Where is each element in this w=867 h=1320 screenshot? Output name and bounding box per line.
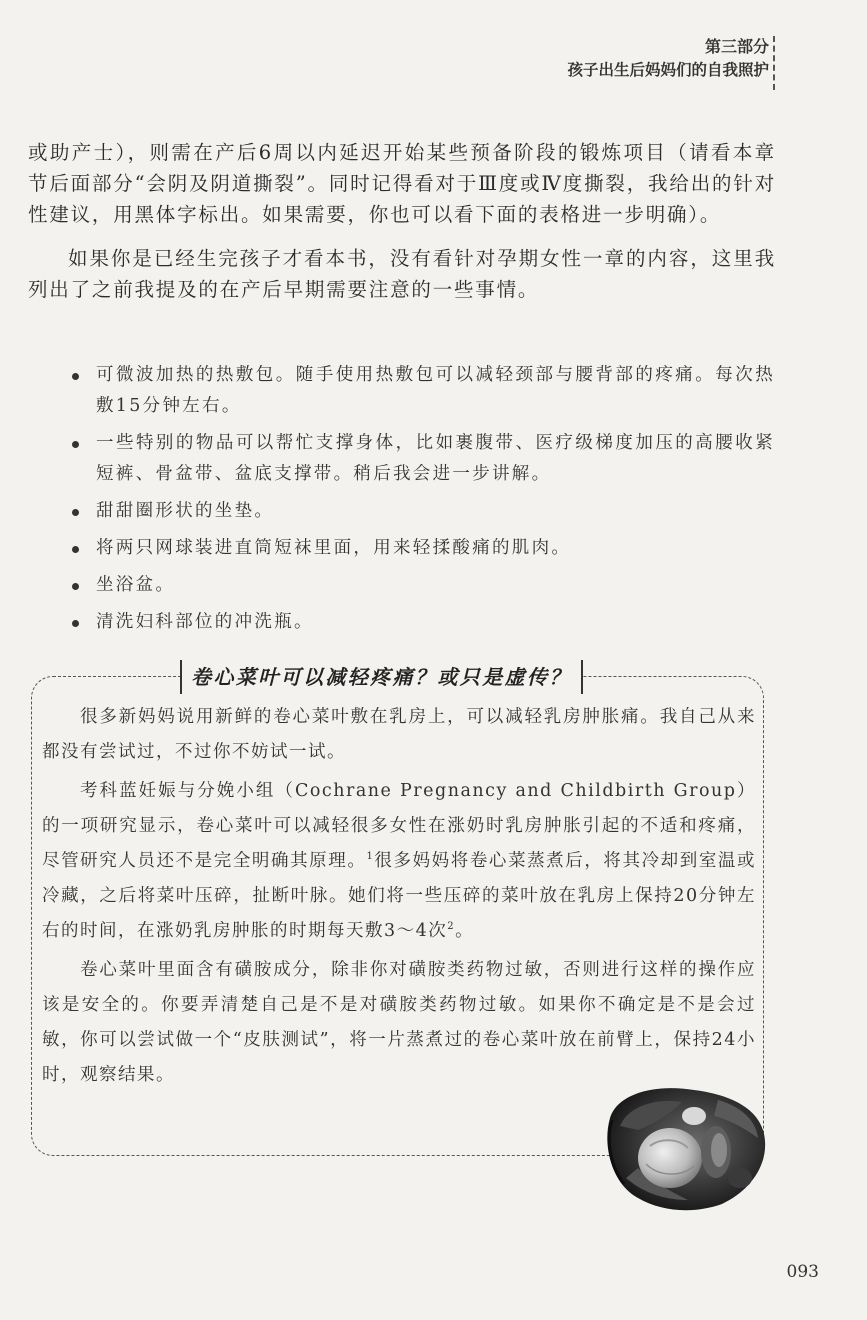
bullet-dot-icon [72,373,79,380]
bullet-item: 将两只网球装进直筒短袜里面，用来轻揉酸痛的肌肉。 [70,533,775,564]
page-number: 093 [786,1262,819,1282]
footnote-ref: 1 [366,851,375,863]
bullet-item: 可微波加热的热敷包。随手使用热敷包可以减轻颈部与腰背部的疼痛。每次热敷15分钟左右。 [70,360,775,422]
header-part: 第三部分 [704,37,769,56]
bullet-dot-icon [72,583,79,590]
bullet-dot-icon [72,620,79,627]
bullet-item: 清洗妇科部位的冲洗瓶。 [70,607,775,638]
footnote-ref: 2 [447,921,456,933]
bullet-item: 一些特别的物品可以帮忙支撑身体，比如裹腹带、医疗级梯度加压的高腰收紧短裤、骨盆带、盆底支撑带。稍后我会进一步讲解。 [70,428,775,490]
sidebar-text [42,700,756,1097]
bullet-dot-icon [72,546,79,553]
bullet-item: 坐浴盆。 [70,570,775,601]
bullet-dot-icon [72,509,79,516]
bullet-list [70,360,775,644]
bullet-item: 甜甜圈形状的坐垫。 [70,496,775,527]
sidebar-title: 卷心菜叶可以减轻疼痛？或只是虚传？ [180,660,583,694]
sidebar-paragraph-3: 卷心菜叶里面含有磺胺成分，除非你对磺胺类药物过敏，否则进行这样的操作应该是安全的。你要弄清楚自己是不是对磺胺类药物过敏。如果你不确定是不是会过敏，你可以尝试做一个“皮肤测试”，将一片蒸煮过的卷心菜叶放在前臂上，保持24小时，观察结果。 [42,960,756,1085]
paragraph-1: 或助产士），则需在产后6周以内延迟开始某些预备阶段的锻炼项目（请看本章节后面部分“会阴及阴道撕裂”。同时记得看对于Ⅲ度或Ⅳ度撕裂，我给出的针对性建议，用黑体字标出。如果需要，你也可以看下面的表格进一步明确）。 [28,141,776,226]
running-header [567,36,769,82]
main-text [28,137,776,305]
header-divider [773,36,775,90]
cabbage-illustration [598,1080,770,1215]
header-subtitle: 孩子出生后妈妈们的自我照护 [567,61,769,79]
sidebar-paragraph-1: 很多新妈妈说用新鲜的卷心菜叶敷在乳房上，可以减轻乳房肿胀痛。我自己从来都没有尝试过，不过你不妨试一试。 [42,707,756,762]
bullet-dot-icon [72,441,79,448]
paragraph-2: 如果你是已经生完孩子才看本书，没有看针对孕期女性一章的内容，这里我列出了之前我提及的在产后早期需要注意的一些事情。 [28,247,776,301]
sidebar-paragraph-2: 考科蓝妊娠与分娩小组（Cochrane Pregnancy and Childbirth Group）的一项研究显示，卷心菜叶可以减轻很多女性在涨奶时乳房肿胀引起的不适和疼痛，尽管研究人员还不是完全明确其原理。$^1$很多妈妈将卷心菜蒸煮后，将其冷却到室温或冷藏，之后将菜叶压碎，扯断叶脉。她们将一些压碎的菜叶放在乳房上保持20分钟左右的时间，在涨奶乳房肿胀的时期每天敷3～4次$^2$。 [42,781,757,941]
